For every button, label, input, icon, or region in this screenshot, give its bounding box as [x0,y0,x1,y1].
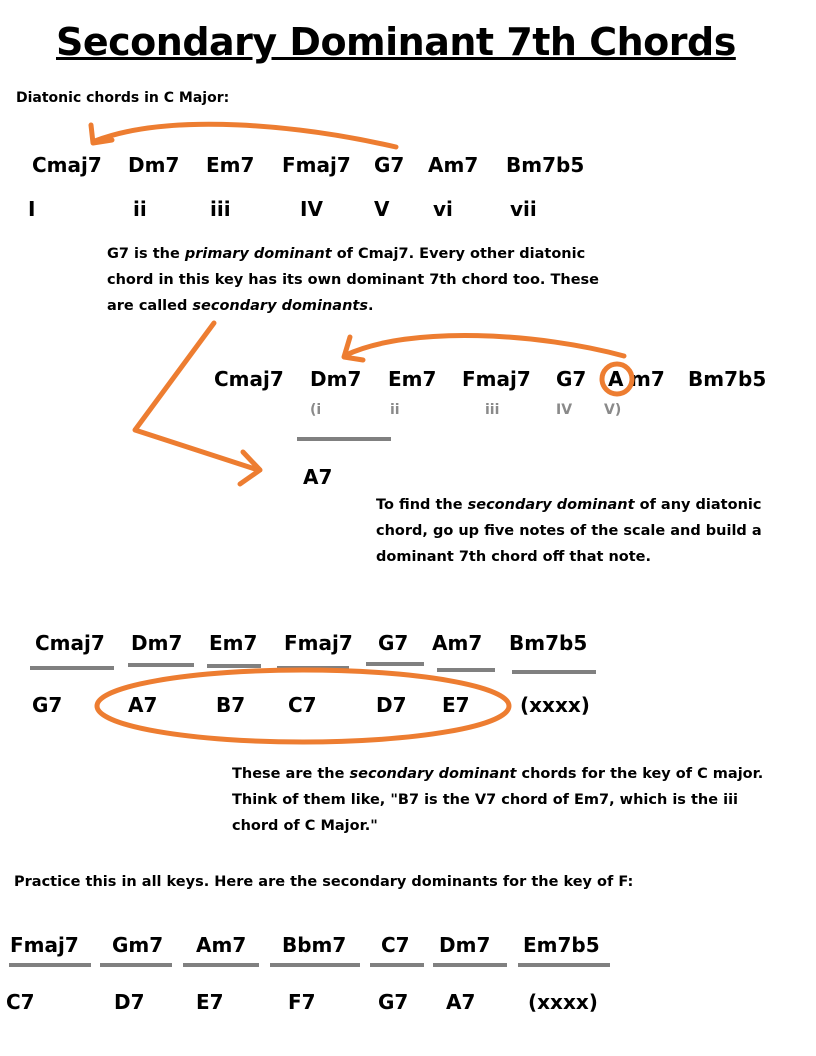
circle-am7-root [602,364,632,394]
numeral2-i: (i [310,402,322,418]
chord2-em7: Em7 [388,367,437,391]
chord3-am7: Am7 [432,631,483,655]
dom4-a7: A7 [446,990,476,1014]
chord2-am7-root: A [608,367,624,391]
numeral-v: V [374,197,390,221]
chord4-em7b5: Em7b5 [523,933,600,957]
numeral2-v: V) [604,402,622,418]
chord4-gm7: Gm7 [112,933,164,957]
chord3-bm7b5: Bm7b5 [509,631,588,655]
chord-cmaj7: Cmaj7 [32,153,102,177]
arrow-to-a7 [135,323,258,470]
numeral-i: I [28,197,36,221]
numeral-vii: vii [510,197,537,221]
chord4-fmaj7: Fmaj7 [10,933,79,957]
numeral-iii: iii [210,197,231,221]
chord2-g7: G7 [556,367,587,391]
section4-heading: Practice this in all keys. Here are the secondary dominants for the key of F: [14,874,634,890]
numeral-vi: vi [433,197,453,221]
dom3-b7: B7 [216,693,246,717]
chord3-em7: Em7 [209,631,258,655]
dom4-xxxx: (xxxx) [528,990,598,1014]
ellipse-secondary-dominants [97,670,509,742]
dom4-e7: E7 [196,990,224,1014]
chord-fmaj7: Fmaj7 [282,153,351,177]
paragraph-how-to-find: To find the secondary dominant of any diatonic chord, go up five notes of the scale and build a dominant 7th chord off that note. [376,497,762,565]
chord3-cmaj7: Cmaj7 [35,631,105,655]
arrow-am7-to-dm7 [346,335,624,356]
chord2-cmaj7: Cmaj7 [214,367,284,391]
chord2-bm7b5: Bm7b5 [688,367,767,391]
dom3-xxxx: (xxxx) [520,693,590,717]
dom3-e7: E7 [442,693,470,717]
chord4-bbm7: Bbm7 [282,933,347,957]
page-title: Secondary Dominant 7th Chords [56,20,736,64]
numeral2-ii: ii [390,402,400,418]
dom4-g7: G7 [378,990,409,1014]
numeral-iv: IV [300,197,323,221]
numeral2-iii: iii [485,402,500,418]
paragraph-primary-dominant: G7 is the primary dominant of Cmaj7. Every other diatonic chord in this key has its own dominant 7th chord too. These are called secondary dominants. [107,246,599,314]
dom4-c7: C7 [6,990,35,1014]
paragraph-secondary-list: These are the secondary dominant chords for the key of C major. Think of them like, "B7 is the V7 chord of Em7, which is the iii chord of C Major." [232,766,764,834]
section1-heading: Diatonic chords in C Major: [16,90,230,106]
chord3-fmaj7: Fmaj7 [284,631,353,655]
numeral-ii: ii [133,197,147,221]
chord-bm7b5: Bm7b5 [506,153,585,177]
chord2-am7-suffix: m7 [630,367,665,391]
dom4-d7: D7 [114,990,145,1014]
chord2-dm7: Dm7 [310,367,362,391]
chord-em7: Em7 [206,153,255,177]
chord2-fmaj7: Fmaj7 [462,367,531,391]
chord3-dm7: Dm7 [131,631,183,655]
dom3-g7: G7 [32,693,63,717]
dom4-f7: F7 [288,990,316,1014]
result-a7: A7 [303,465,333,489]
chord-dm7: Dm7 [128,153,180,177]
numeral2-iv: IV [556,402,573,418]
chord4-dm7: Dm7 [439,933,491,957]
chord4-am7: Am7 [196,933,247,957]
chord4-c7: C7 [381,933,410,957]
dom3-a7: A7 [128,693,158,717]
dom3-d7: D7 [376,693,407,717]
chord3-g7: G7 [378,631,409,655]
arrow-g7-to-cmaj7 [95,124,396,147]
chord-g7: G7 [374,153,405,177]
dom3-c7: C7 [288,693,317,717]
chord-am7: Am7 [428,153,479,177]
